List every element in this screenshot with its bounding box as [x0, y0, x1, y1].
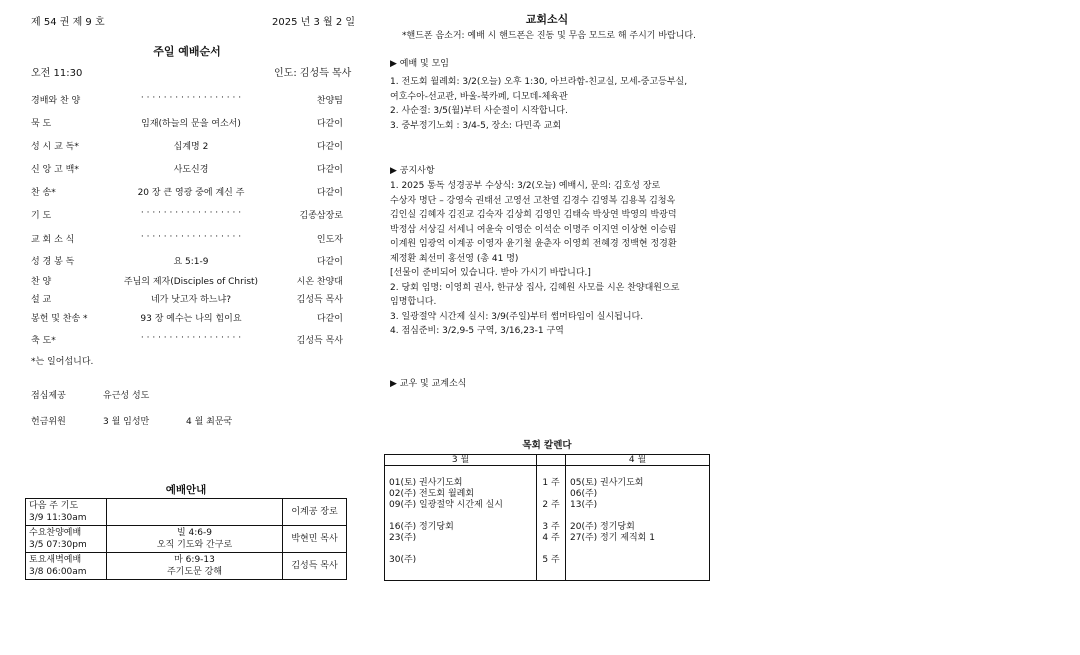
- service-leader: 인도: 김성득 목사: [274, 68, 352, 79]
- service-item-label: 축 도*: [31, 336, 56, 346]
- lunch-label: 점심제공: [31, 391, 66, 401]
- calendar-title: 목회 칼렌다: [522, 440, 572, 451]
- list-item: 이계원 임광억 이계공 이영자 윤기철 윤춘자 이영희 전혜경 정백현 정경환: [390, 239, 677, 249]
- week-label: 5 주: [542, 555, 560, 565]
- list-item: 2. 당회 임명: 이영희 권사, 한규상 집사, 김혜원 사모를 시온 찬양대원으로: [390, 282, 680, 293]
- service-item: [31, 333, 343, 347]
- section-worship-meetings: [390, 57, 449, 72]
- service-item-label: 신 앙 고 백*: [31, 165, 79, 175]
- calendar-week-cell: [537, 466, 566, 581]
- service-item: [31, 139, 343, 153]
- calendar-entry: 16(주) 정기당회: [389, 522, 454, 532]
- worship-guide-table: [25, 498, 347, 580]
- week-label: [541, 489, 561, 500]
- service-item-label: 성 시 교 독*: [31, 142, 79, 152]
- service-item-content: 20 장 큰 영광 중에 계신 주: [137, 188, 245, 198]
- phone-notice: *핸드폰 음소거: 예배 시 핸드폰은 진동 및 무음 모드로 해 주시기 바랍니다.: [402, 31, 696, 41]
- offering-march: 3 월 임성만: [103, 417, 150, 427]
- section-notices: [390, 164, 435, 179]
- worship-person: 박현민 목사: [283, 526, 347, 553]
- offering-april: 4 월 최문국: [186, 417, 233, 427]
- calendar-entry: 13(주): [570, 500, 598, 510]
- list-item: 제정환 최선미 홍선영 (총 41 명): [390, 253, 519, 264]
- service-item: [31, 162, 343, 176]
- service-item-content: · · · · · · · · · · · · · · · · · ·: [140, 232, 242, 242]
- worship-when: 3/9 11:30am: [29, 513, 87, 523]
- bulletin-date: 2025 년 3 월 2 일: [272, 17, 356, 28]
- worship-detail-cell: [107, 499, 283, 526]
- calendar-april-cell: [566, 466, 710, 581]
- service-item-label: 경배와 찬 양: [31, 96, 81, 106]
- worship-name: 수요찬양예배: [29, 528, 82, 538]
- worship-detail-cell: [107, 553, 283, 580]
- calendar-april-header: 4 월: [566, 455, 710, 466]
- list-item: 여호수아-선교관, 바울-북카페, 디모데-체육관: [390, 91, 568, 102]
- worship-name-cell: [26, 499, 107, 526]
- standing-note: *는 일어섭니다.: [31, 357, 94, 367]
- list-item: 4. 점심준비: 3/2,9-5 구역, 3/16,23-1 구역: [390, 326, 564, 336]
- service-item-label: 찬 송*: [31, 188, 56, 198]
- service-item-role: 시온 찬양대: [296, 277, 343, 287]
- service-item-label: 찬 양: [31, 277, 52, 287]
- worship-name-cell: [26, 526, 107, 553]
- service-item: [31, 208, 343, 222]
- table-row: [26, 553, 347, 580]
- list-item: 1. 전도회 월례회: 3/2(오늘) 오후 1:30, 아브라함-친교실, 모세-중고등부실,: [390, 77, 688, 87]
- calendar-entry: 06(주): [570, 489, 598, 499]
- meetings-list: [390, 75, 687, 133]
- calendar-march-header: 3 월: [385, 455, 537, 466]
- section-heading: ▶ 공지사항: [390, 166, 435, 176]
- list-item: 임명합니다.: [390, 297, 437, 307]
- service-item: [31, 274, 343, 288]
- section-heading: ▶ 예배 및 모임: [390, 59, 449, 69]
- calendar-week-header: [537, 455, 566, 466]
- service-item: [31, 292, 343, 306]
- service-item-content: · · · · · · · · · · · · · · · · · ·: [140, 208, 242, 218]
- calendar-entry: 01(토) 권사기도회: [389, 478, 463, 488]
- list-item: 3. 중부정기노회 : 3/4-5, 장소: 다민족 교회: [390, 120, 562, 131]
- service-order-title: 주일 예배순서: [153, 45, 221, 58]
- worship-scripture: 빌 4:6-9: [176, 528, 212, 538]
- service-item-content: 주님의 제자(Disciples of Christ): [123, 277, 259, 287]
- service-item-role: 인도자: [316, 235, 343, 245]
- service-item-content: · · · · · · · · · · · · · · · · · ·: [140, 93, 242, 103]
- lunch-value: 유근성 성도: [103, 391, 150, 401]
- week-label: 4 주: [542, 533, 560, 543]
- service-item: [31, 311, 343, 325]
- worship-person: 이계공 장로: [283, 499, 347, 526]
- service-item-label: 봉헌 및 찬송 *: [31, 314, 88, 324]
- week-label: 3 주: [542, 522, 560, 532]
- worship-person: 김성득 목사: [283, 553, 347, 580]
- calendar-table: [384, 454, 710, 581]
- list-item: 1. 2025 통독 성경공부 수상식: 3/2(오늘) 예배시, 문의: 김호성 장로: [390, 181, 661, 191]
- service-item-role: 찬양팀: [316, 96, 343, 106]
- calendar-body-row: [385, 466, 710, 581]
- service-item-label: 묵 도: [31, 119, 52, 129]
- service-item-role: 다같이: [316, 314, 343, 324]
- service-item-content: · · · · · · · · · · · · · · · · · ·: [140, 333, 242, 343]
- service-item-label: 기 도: [31, 211, 52, 221]
- section-member-news: [390, 377, 466, 392]
- service-item-content: 사도신경: [173, 165, 209, 175]
- service-item-label: 설 교: [31, 295, 52, 305]
- calendar-entry: 23(주): [389, 533, 417, 543]
- table-row: [26, 526, 347, 553]
- section-heading: ▶ 교우 및 교계소식: [390, 379, 467, 389]
- service-item-content: 임재(하늘의 문을 여소서): [141, 119, 241, 129]
- service-item-role: 김성득 목사: [296, 336, 343, 346]
- service-item-content: 네가 낫고자 하느냐?: [150, 295, 232, 305]
- offering-label: 헌금위원: [31, 417, 66, 427]
- service-time: 오전 11:30: [31, 68, 83, 79]
- service-item-role: 김성득 목사: [296, 295, 343, 305]
- calendar-entry: 20(주) 정기당회: [570, 522, 635, 532]
- calendar-entry: 02(주) 전도회 월례회: [389, 489, 475, 499]
- worship-topic: 오직 기도와 간구로: [156, 540, 233, 550]
- list-item: [선물이 준비되어 있습니다. 받아 가시기 바랍니다.]: [390, 268, 591, 278]
- list-item: 2. 사순절: 3/5(월)부터 사순절이 시작합니다.: [390, 106, 568, 116]
- service-item-content: 요 5:1-9: [173, 257, 209, 267]
- service-item-content: 93 장 예수는 나의 힘이요: [140, 314, 242, 324]
- week-label: 1 주: [542, 478, 560, 488]
- service-item-label: 교 회 소 식: [31, 235, 75, 245]
- list-item: 3. 일광절약 시간제 실시: 3/9(주일)부터 썸머타임이 실시됩니다.: [390, 311, 644, 322]
- worship-name: 토요새벽예배: [29, 555, 82, 565]
- worship-guide-title: 예배안내: [165, 484, 207, 496]
- calendar-entry: 27(주) 정기 제직회 1: [570, 533, 655, 543]
- service-item-role: 다같이: [316, 188, 343, 198]
- calendar-entry: 05(토) 권사기도회: [570, 478, 644, 488]
- calendar-march-cell: [385, 466, 537, 581]
- list-item: 박정삼 서상길 서세니 여윤숙 이영순 이석순 이명주 이지연 이상현 이승림: [390, 224, 677, 235]
- service-item: [31, 93, 343, 107]
- calendar-entry: 09(주) 일광절약 시간제 실시: [389, 500, 503, 510]
- list-item: 수상자 명단 – 강영숙 권태선 고영선 고찬열 김경수 김영복 김용복 김청옥: [390, 195, 676, 206]
- worship-when: 3/5 07:30pm: [29, 540, 87, 550]
- worship-detail-cell: [107, 526, 283, 553]
- worship-when: 3/8 06:00am: [29, 567, 87, 577]
- service-item-role: 다같이: [316, 165, 343, 175]
- worship-name: 다음 주 기도: [29, 501, 79, 511]
- service-item: [31, 185, 343, 199]
- notices-list: [390, 179, 679, 339]
- list-item: 김인실 김혜자 김진교 김숙자 김상희 김영인 김태숙 박상연 박영의 박광덕: [390, 210, 677, 220]
- worship-scripture: 마 6:9-13: [174, 555, 215, 565]
- worship-topic: 주기도문 강해: [166, 567, 223, 577]
- calendar-header-row: [385, 455, 710, 466]
- service-item: [31, 254, 343, 268]
- service-item: [31, 232, 343, 246]
- service-item-label: 성 경 봉 독: [31, 257, 75, 267]
- service-item-content: 십계명 2: [173, 142, 209, 152]
- service-item-role: 다같이: [316, 257, 343, 267]
- table-row: [26, 499, 347, 526]
- issue-number: 제 54 권 제 9 호: [31, 17, 105, 28]
- calendar-entry: 30(주): [389, 555, 417, 565]
- church-news-title: 교회소식: [525, 13, 569, 26]
- service-item: [31, 116, 343, 130]
- week-label: 2 주: [542, 500, 560, 510]
- service-item-role: 다같이: [316, 142, 343, 152]
- worship-name-cell: [26, 553, 107, 580]
- service-item-role: 김종삼장로: [299, 211, 343, 221]
- service-item-role: 다같이: [316, 119, 343, 129]
